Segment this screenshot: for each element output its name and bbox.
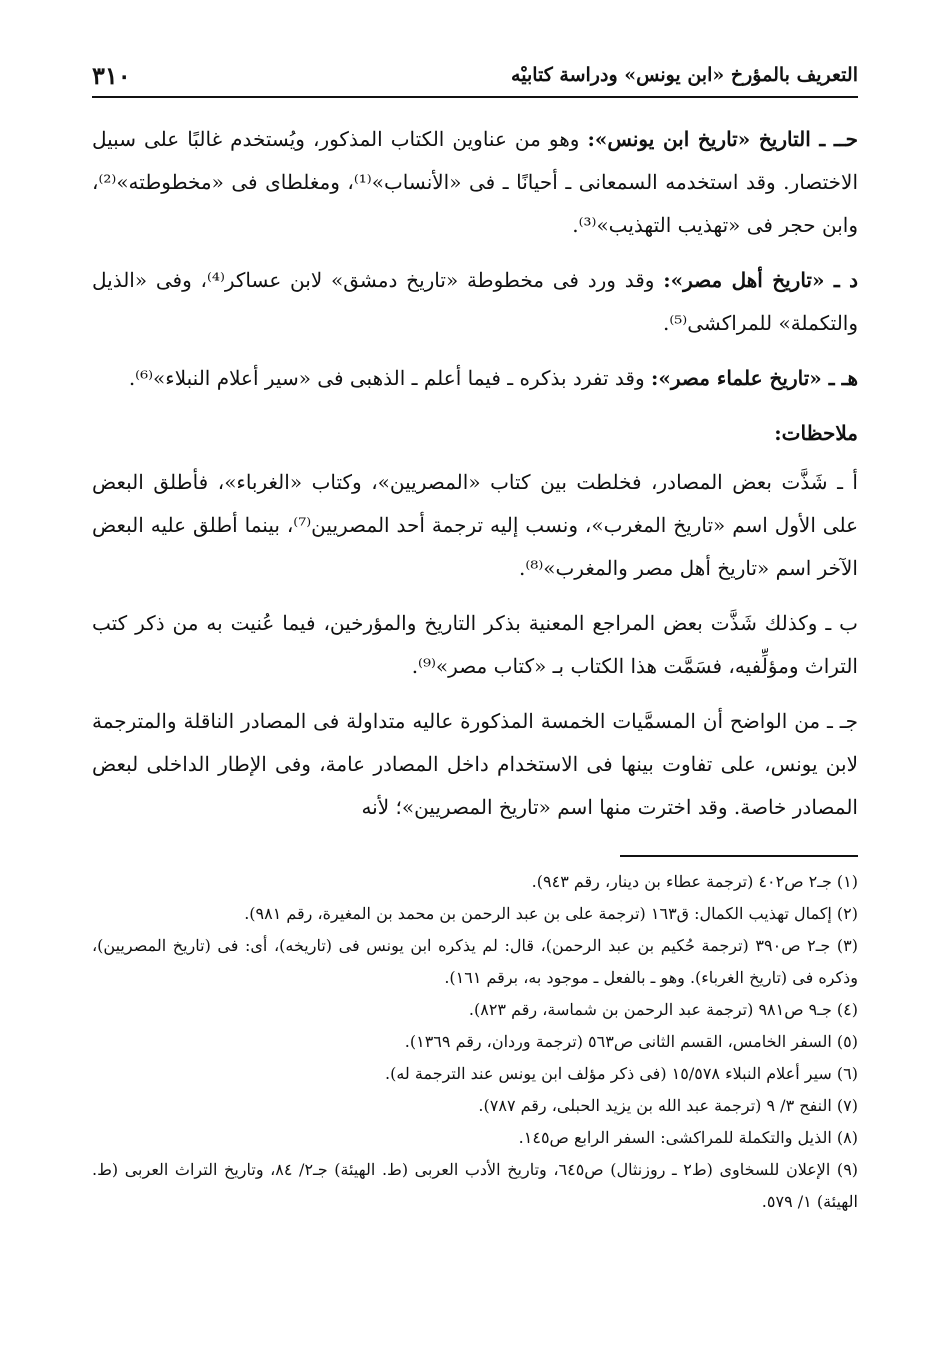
footnote: (٤) جـ٩ ص٩٨١ (ترجمة عبد الرحمن بن شماسة، رقم ٨٢٣). <box>468 1000 858 1019</box>
paragraph-lead: د ـ «تاريخ أهل مصر»: <box>663 268 859 292</box>
footnote: (٢) إكمال تهذيب الكمال: ق١٦٣ (ترجمة على بن عبد الرحمن بن محمد بن المغيرة، رقم ٩٨١). <box>244 904 858 923</box>
notes-heading: ملاحظات: <box>774 421 858 445</box>
paragraph-lead: حــ ـ التاريخ «تاريخ ابن يونس»: <box>587 127 858 151</box>
paragraph-he <box>92 357 858 400</box>
footnote: (٩) الإعلان للسخاوى (ط٢ ـ روزنثال) ص٦٤٥، وتاريخ الأدب العربى (ط. الهيئة) جـ٢/ ٨٤، وتاريخ التراث العربى (ط. الهيئة) ١/ ٥٧٩. <box>92 1160 859 1211</box>
footnote: (١) جـ٢ ص٤٠٢ (ترجمة عطاء بن دينار، رقم ٩٤٣). <box>531 872 858 891</box>
paragraph-lead: هـ ـ «تاريخ علماء مصر»: <box>650 366 858 390</box>
note-j: جـ ـ من الواضح أن المسمَّيات الخمسة المذكورة عاليه متداولة فى المصادر الناقلة والمترجمة لابن يونس، على تفاوت بينها فى الاستخدام داخل المصادر عامة، وفى الإطار الداخلى لبعض المصادر خاصة. وقد اخترت منها اسم «تاريخ المصريين»؛ لأنه <box>92 709 858 819</box>
running-title: التعريف بالمؤرخ «ابن يونس» ودراسة كتابيْه <box>511 64 858 86</box>
note-a: أ ـ شَذَّت بعض المصادر، فخلطت بين كتاب «المصريين»، وكتاب «الغرباء»، فأطلق البعض على الأول اسم «تاريخ المغرب»، ونسب إليه ترجمة أحد المصريين⁽⁷⁾، بينما أطلق عليه البعض الآخر اسم «تاريخ أهل مصر والمغرب»⁽⁸⁾. <box>92 470 859 580</box>
paragraph-body: وهو من عناوين الكتاب المذكور، ويُستخدم غالبًا على سبيل الاختصار. وقد استخدمه السمعانى ـ أحيانًا ـ فى «الأنساب»⁽¹⁾، ومغلطاى فى «مخطوطته»⁽²⁾، وابن حجر فى «تهذيب التهذيب»⁽³⁾. <box>92 127 858 237</box>
footnote: (٣) جـ٢ ص٣٩٠ (ترجمة حُكيم بن عبد الرحمن)، قال: لم يذكره ابن يونس فى (تاريخه)، أى: فى (تاريخ المصريين)، وذكره فى (تاريخ الغرباء). وهو ـ بالفعل ـ موجود به، برقم ١٦١). <box>92 936 859 987</box>
footnotes <box>92 866 858 1218</box>
footnote: (٨) الذيل والتكملة للمراكشى: السفر الرابع ص١٤٥. <box>518 1128 858 1147</box>
paragraph-d <box>92 259 858 345</box>
main-text <box>92 118 858 841</box>
paragraph-body: وقد تفرد بذكره ـ فيما أعلم ـ الذهبى فى «سير أعلام النبلاء»⁽⁶⁾. <box>128 366 651 390</box>
footnote: (٧) النفح ٣/ ٩ (ترجمة عبد الله بن يزيد الحبلى، رقم ٧٨٧). <box>478 1096 858 1115</box>
paragraph-body: وقد ورد فى مخطوطة «تاريخ دمشق» لابن عساكر⁽⁴⁾، وفى «الذيل والتكملة» للمراكشى⁽⁵⁾. <box>92 268 858 335</box>
footnote: (٥) السفر الخامس، القسم الثانى ص٥٦٣ (ترجمة وردان، رقم ١٣٦٩). <box>404 1032 858 1051</box>
paragraph-h <box>92 118 858 247</box>
footnote: (٦) سير أعلام النبلاء ١٥/٥٧٨ (فى ذكر مؤلف ابن يونس عند الترجمة له). <box>385 1064 858 1083</box>
note-b: ب ـ وكذلك شَذَّت بعض المراجع المعنية بذكر التاريخ والمؤرخين، فيما عُنيت به من ذكر كتب التراث ومؤلِّفيه، فسَمَّت هذا الكتاب بـ «كتاب مصر»⁽⁹⁾. <box>92 611 858 678</box>
page-header <box>92 58 858 92</box>
page-number: ٣١٠ <box>92 60 131 90</box>
header-divider <box>92 96 858 98</box>
footnote-divider <box>620 855 858 857</box>
